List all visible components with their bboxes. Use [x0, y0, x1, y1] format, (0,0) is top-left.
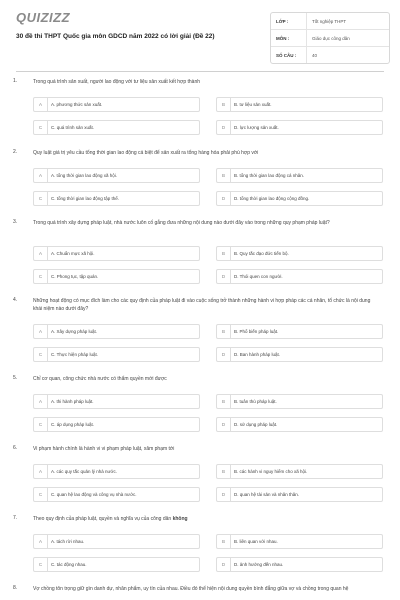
option-b[interactable] [216, 246, 383, 261]
option-letter: B [217, 535, 231, 548]
option-letter: D [217, 121, 231, 134]
option-letter: A [34, 98, 48, 111]
question-text: Theo quy định của pháp luật, quyền và nghĩa vụ của công dân không [33, 516, 188, 522]
meta-row-count [271, 47, 389, 63]
question-number: 6. [13, 445, 18, 451]
option-b[interactable] [216, 97, 383, 112]
meta-value: Giáo dục công dân [306, 30, 389, 46]
option-c[interactable] [33, 269, 200, 284]
option-letter: B [217, 169, 231, 182]
option-text: A. tổng thời gian lao động xã hội. [51, 173, 117, 178]
option-text: C. quan hệ lao động và công vụ nhà nước. [51, 492, 137, 497]
option-c[interactable] [33, 120, 200, 135]
option-letter: A [34, 465, 48, 478]
question-number: 1. [13, 78, 18, 84]
option-a[interactable] [33, 246, 200, 261]
option-letter: D [217, 558, 231, 571]
option-b[interactable] [216, 394, 383, 409]
option-b[interactable] [216, 324, 383, 339]
option-a[interactable] [33, 97, 200, 112]
question-text: Trong quá trình xây dựng pháp luật, nhà nước luôn cố gắng đưa những nội dung nào dưới đây vào trong những quy phạm pháp luật? [33, 220, 330, 226]
option-text: D. ảnh hưởng đến nhau. [234, 562, 284, 567]
option-d[interactable] [216, 417, 383, 432]
option-a[interactable] [33, 168, 200, 183]
option-letter: C [34, 121, 48, 134]
option-text: D. lực lượng sản xuất. [234, 125, 279, 130]
option-text: C. tác động nhau. [51, 562, 87, 567]
option-d[interactable] [216, 269, 383, 284]
option-letter: A [34, 535, 48, 548]
question-text: Quy luật giá trị yêu cầu tổng thời gian lao động cá biệt để sản xuất ra tổng hàng hóa phải phù hợp với [33, 150, 259, 156]
option-text: B. tổng thời gian lao động cá nhân. [234, 173, 305, 178]
option-d[interactable] [216, 557, 383, 572]
option-a[interactable] [33, 464, 200, 479]
option-c[interactable] [33, 487, 200, 502]
option-letter: D [217, 418, 231, 431]
option-c[interactable] [33, 417, 200, 432]
option-a[interactable] [33, 324, 200, 339]
question-number: 3. [13, 219, 18, 225]
option-c[interactable] [33, 347, 200, 362]
option-b[interactable] [216, 168, 383, 183]
option-d[interactable] [216, 120, 383, 135]
option-text: C. Thực hiện pháp luật. [51, 352, 98, 357]
option-letter: B [217, 98, 231, 111]
option-letter: C [34, 558, 48, 571]
option-text: B. Phổ biến pháp luật. [234, 329, 279, 334]
meta-row-subject [271, 30, 389, 47]
option-c[interactable] [33, 557, 200, 572]
meta-box [270, 12, 390, 64]
question-text: Chỉ cơ quan, công chức nhà nước có thẩm quyền mới được [33, 376, 167, 382]
meta-row-class [271, 13, 389, 30]
option-text: D. quan hệ tài sản và nhân thân. [234, 492, 300, 497]
option-letter: D [217, 192, 231, 205]
option-letter: B [217, 325, 231, 338]
option-text: A. các quy tắc quản lý nhà nước. [51, 469, 117, 474]
meta-key: SỐ CÂU : [276, 52, 297, 58]
option-text: C. tổng thời gian lao động tập thể. [51, 196, 119, 201]
option-d[interactable] [216, 347, 383, 362]
option-letter: A [34, 325, 48, 338]
option-text: C. Phong tục, tập quán. [51, 274, 99, 279]
option-letter: D [217, 348, 231, 361]
option-letter: A [34, 169, 48, 182]
meta-key: MÔN : [276, 35, 290, 41]
question-text: Những hoạt động có mục đích làm cho các quy định của pháp luật đi vào cuộc sống trở thành những hành vi hợp pháp các cá nhân, tổ chức là nội dung khái niệm nào dưới đây? [33, 298, 371, 312]
option-d[interactable] [216, 191, 383, 206]
option-a[interactable] [33, 394, 200, 409]
option-letter: A [34, 395, 48, 408]
option-text: A. Chuẩn mực xã hội. [51, 251, 95, 256]
option-text: B. tư liệu sản xuất. [234, 102, 272, 107]
question-text: Vi phạm hành chính là hành vi vi phạm pháp luật, xâm phạm tới [33, 446, 175, 452]
question-text: Trong quá trình sản xuất, người lao động với tư liệu sản xuất kết hợp thành [33, 79, 200, 85]
option-letter: A [34, 247, 48, 260]
header-divider [16, 71, 384, 72]
option-text: A. phương thức sản xuất. [51, 102, 103, 107]
option-text: B. Quy tắc đạo đức tiến bộ. [234, 251, 289, 256]
option-text: D. sử dụng pháp luật. [234, 422, 278, 427]
question-number: 4. [13, 297, 18, 303]
option-letter: C [34, 270, 48, 283]
option-text: A. thi hành pháp luật. [51, 399, 94, 404]
option-text: B. các hành vi nguy hiểm cho xã hội. [234, 469, 308, 474]
option-letter: B [217, 395, 231, 408]
meta-key: LỚP : [276, 18, 289, 24]
question-number: 2. [13, 149, 18, 155]
option-text: A. tách rời nhau. [51, 539, 85, 544]
option-text: B. tuân thủ pháp luật. [234, 399, 277, 404]
option-text: C. áp dụng pháp luật. [51, 422, 95, 427]
worksheet-header [0, 0, 400, 64]
question-number: 7. [13, 515, 18, 521]
option-letter: C [34, 192, 48, 205]
option-letter: D [217, 270, 231, 283]
meta-value: 40 [306, 47, 389, 63]
meta-value: Tốt nghiệp THPT [306, 13, 389, 29]
option-letter: B [217, 247, 231, 260]
option-text: D. tổng thời gian lao động cộng đồng. [234, 196, 310, 201]
option-letter: D [217, 488, 231, 501]
option-d[interactable] [216, 487, 383, 502]
option-text: A. Xây dựng pháp luật. [51, 329, 98, 334]
option-text: D. Thói quen con người. [234, 274, 283, 279]
option-b[interactable] [216, 534, 383, 549]
option-letter: C [34, 418, 48, 431]
option-text: D. Ban hành pháp luật. [234, 352, 281, 357]
option-text: C. quá trình sản xuất. [51, 125, 95, 130]
page-title: 30 đề thi THPT Quốc gia môn GDCD năm 2022 có lời giải (Đề 22) [16, 33, 215, 40]
option-text: B. liên quan với nhau. [234, 539, 278, 544]
option-a[interactable] [33, 534, 200, 549]
quizizz-logo: QUIZIZZ [16, 10, 71, 25]
question-text: Vợ chồng tôn trọng giữ gìn danh dự, nhân phẩm, uy tín của nhau. Điều đó thể hiện nội dung quyền bình đẳng giữa vợ và chồng trong quan hệ [33, 586, 349, 592]
option-b[interactable] [216, 464, 383, 479]
option-letter: C [34, 488, 48, 501]
option-c[interactable] [33, 191, 200, 206]
question-number: 8. [13, 585, 18, 591]
option-letter: C [34, 348, 48, 361]
option-letter: B [217, 465, 231, 478]
question-number: 5. [13, 375, 18, 381]
